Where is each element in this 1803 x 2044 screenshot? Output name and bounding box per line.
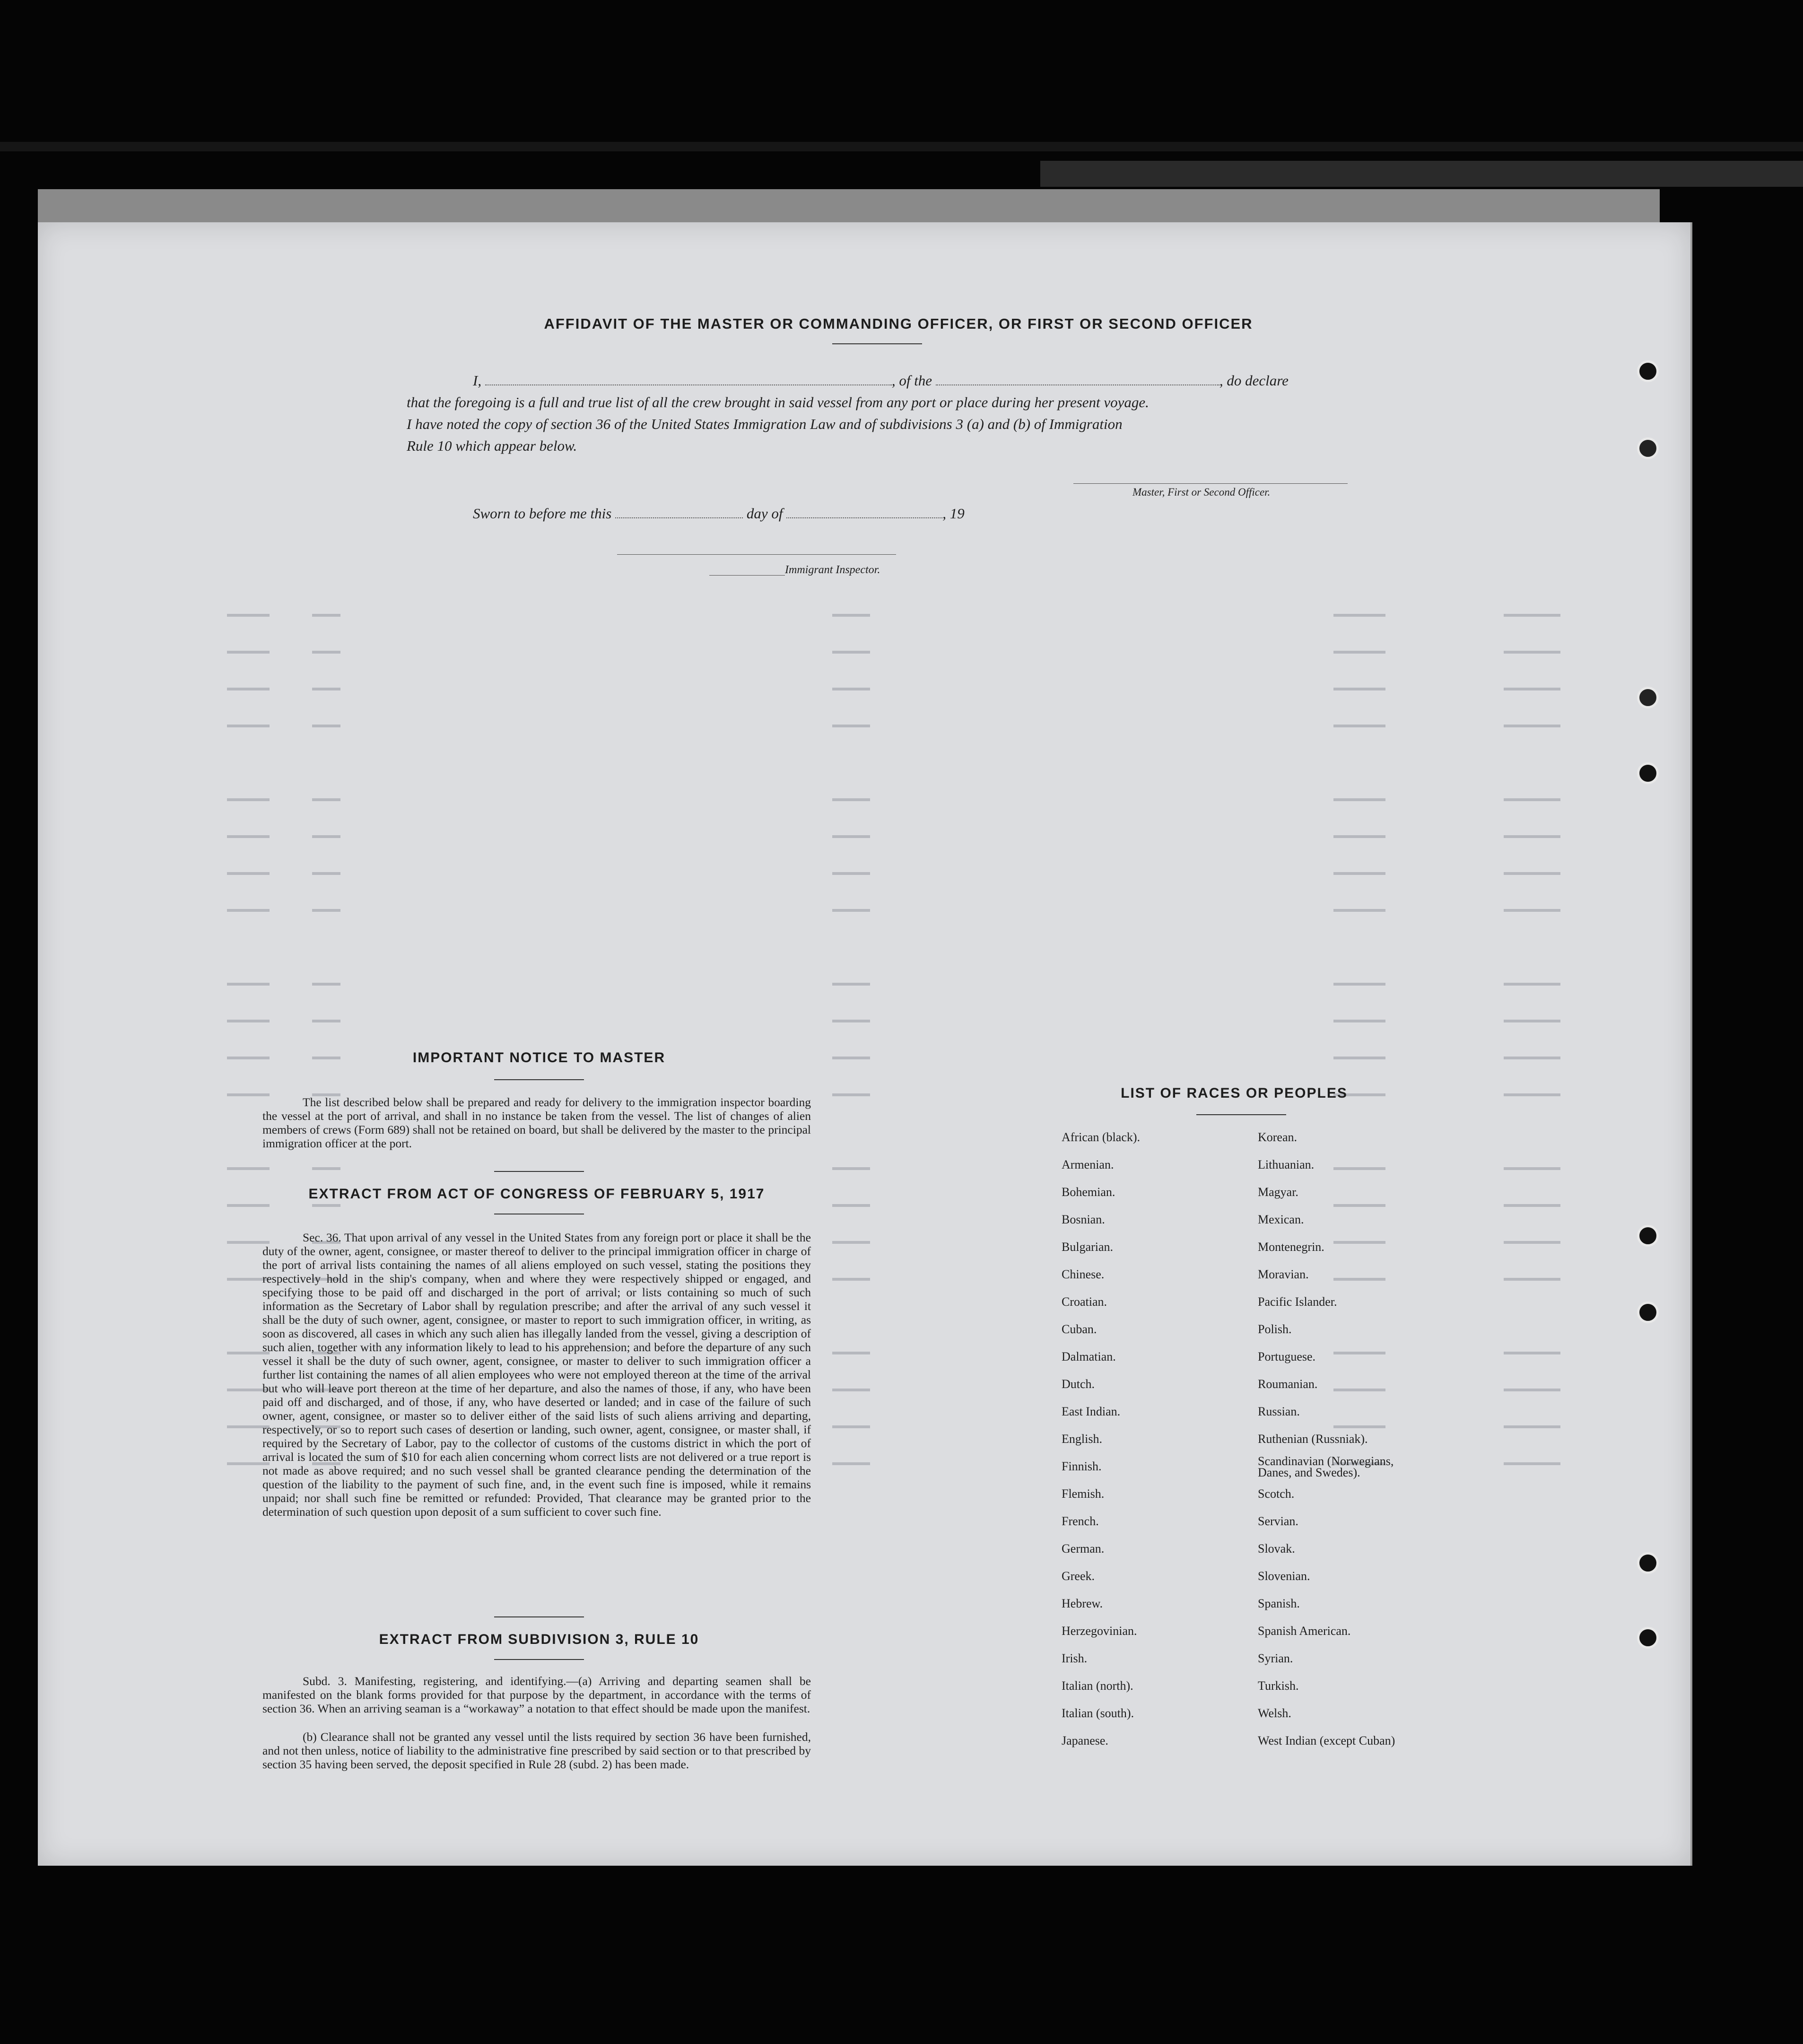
- bleed-through-mark: [312, 983, 340, 986]
- race-item: Slovak.: [1258, 1542, 1295, 1555]
- bleed-through-mark: [1333, 835, 1385, 838]
- race-item: Scotch.: [1258, 1487, 1295, 1501]
- affidavit-i-label: I,: [473, 372, 482, 389]
- race-item: Polish.: [1258, 1322, 1292, 1336]
- race-item: Dutch.: [1062, 1377, 1095, 1391]
- bleed-through-mark: [832, 1389, 870, 1391]
- affidavit-declare-label: , do declare: [1219, 372, 1289, 389]
- races-title-rule: [1196, 1114, 1286, 1115]
- top-dark-band: [0, 142, 1803, 151]
- sworn-month-field[interactable]: [786, 517, 942, 518]
- race-item: Flemish.: [1062, 1487, 1105, 1501]
- bleed-through-mark: [227, 688, 270, 690]
- act-title: EXTRACT FROM ACT OF CONGRESS OF FEBRUARY 5, 1917: [308, 1186, 765, 1202]
- bleed-through-mark: [227, 835, 270, 838]
- bleed-through-mark: [832, 1204, 870, 1207]
- affidavit-title-rule: [832, 343, 922, 344]
- race-item: Bulgarian.: [1062, 1240, 1114, 1254]
- bleed-through-mark: [1504, 798, 1560, 801]
- affidavit-line-3: I have noted the copy of section 36 of the United States Immigration Law and of subdivisions 3 (a) and (b) of Immigration: [407, 416, 1123, 432]
- bleed-through-mark: [832, 651, 870, 654]
- bleed-through-mark: [832, 1278, 870, 1281]
- races-title: LIST OF RACES OR PEOPLES: [1121, 1085, 1348, 1101]
- race-item: Irish.: [1062, 1651, 1088, 1665]
- bleed-through-mark: [1504, 1204, 1560, 1207]
- bleed-through-mark: [1333, 614, 1385, 617]
- rule-subd-a: Subd. 3. Manifesting, registering, and identifying.—(a) Arriving and departing seamen shall be manifested on the blank forms provided for that purpose by the department, in accordance with the terms of section 36. When an arriving seaman is a “workaway” a notation to that effect should be made upon the manifest.: [262, 1674, 811, 1715]
- race-item: Spanish American.: [1258, 1624, 1351, 1638]
- bleed-through-mark: [832, 1241, 870, 1244]
- bleed-through-mark: [312, 835, 340, 838]
- bleed-through-mark: [832, 983, 870, 986]
- bleed-through-mark: [832, 909, 870, 912]
- bleed-through-mark: [312, 872, 340, 875]
- bleed-through-mark: [1504, 614, 1560, 617]
- bleed-through-mark: [832, 872, 870, 875]
- bleed-through-mark: [1333, 1020, 1385, 1022]
- bleed-through-mark: [312, 651, 340, 654]
- binder-hole-4: [1637, 762, 1659, 784]
- bleed-through-mark: [1504, 1278, 1560, 1281]
- race-item: Italian (north).: [1062, 1679, 1133, 1693]
- bleed-through-mark: [312, 614, 340, 617]
- bleed-through-mark: [1333, 1425, 1385, 1428]
- bleed-through-mark: [1333, 651, 1385, 654]
- bleed-through-mark: [1333, 1352, 1385, 1354]
- race-item: Magyar.: [1258, 1185, 1298, 1199]
- bleed-through-mark: [227, 1167, 270, 1170]
- bleed-through-mark: [227, 725, 270, 727]
- race-item: Japanese.: [1062, 1734, 1108, 1747]
- notice-text: The list described below shall be prepared and ready for delivery to the immigration inspector boarding the vessel at the port of arrival, and shall in no instance be taken from the vessel. The list of changes of alien members of crews (Form 689) shall not be retained on board, but shall be delivered by the master to the principal immigration officer at the port.: [262, 1095, 811, 1150]
- bleed-through-mark: [832, 798, 870, 801]
- affidavit-of-the-label: , of the: [891, 372, 932, 389]
- bleed-through-mark: [1504, 835, 1560, 838]
- race-item: Korean.: [1258, 1130, 1298, 1144]
- bleed-through-mark: [312, 1020, 340, 1022]
- master-signature-label: Master, First or Second Officer.: [1132, 486, 1271, 498]
- bleed-through-mark: [1504, 725, 1560, 727]
- bleed-through-mark: [832, 1020, 870, 1022]
- sworn-label: Sworn to before me this: [473, 505, 612, 522]
- race-item: Bosnian.: [1062, 1213, 1105, 1226]
- act-top-rule: [494, 1171, 584, 1172]
- bleed-through-mark: [227, 1204, 270, 1207]
- bleed-through-mark: [312, 688, 340, 690]
- bleed-through-mark: [1504, 1167, 1560, 1170]
- notice-title: IMPORTANT NOTICE TO MASTER: [412, 1050, 666, 1066]
- bleed-through-mark: [1504, 872, 1560, 875]
- top-dark-band-2: [1040, 161, 1803, 187]
- bleed-through-mark: [1333, 725, 1385, 727]
- bleed-through-mark: [1504, 1352, 1560, 1354]
- race-item: Welsh.: [1258, 1706, 1291, 1720]
- vessel-name-field[interactable]: [936, 384, 1219, 385]
- race-item: German.: [1062, 1542, 1105, 1555]
- bleed-through-mark: [832, 1093, 870, 1096]
- race-item: Turkish.: [1258, 1679, 1299, 1693]
- bleed-through-mark: [832, 688, 870, 690]
- rule-subd-b: (b) Clearance shall not be granted any vessel until the lists required by section 36 have been furnished, and not then unless, notice of liability to the administrative fine prescribed by said section or to that prescribed by section 35 having been served, the deposit specified in Rule 28 (subd. 2) has been made.: [262, 1730, 811, 1771]
- rule-title-rule: [494, 1659, 584, 1660]
- bleed-through-mark: [832, 1462, 870, 1465]
- bleed-through-mark: [1333, 1278, 1385, 1281]
- race-item: Dalmatian.: [1062, 1350, 1116, 1363]
- bleed-through-mark: [227, 1020, 270, 1022]
- document-page: [38, 222, 1692, 1866]
- affidavit-declaration-line: [473, 370, 1352, 392]
- race-item: Roumanian.: [1258, 1377, 1318, 1391]
- act-text: Sec. 36. That upon arrival of any vessel in the United States from any foreign port or place it shall be the duty of the owner, agent, consignee, or master thereof to deliver to the principal immigration officer in charge of the port of arrival lists containing the names of all aliens employed on such vessel, stating the positions they respectively hold in the ship's company, when and where they were respectively shipped or engaged, and specifying those to be paid off and discharged in the port of arrival; or lists containing so much of such information as the Secretary of Labor shall by regulation prescribe; and after the arrival of any such vessel it shall be the duty of such owner, agent, consignee, or master to report to such immigration officer, in writing, as soon as discovered, all cases in which any such alien has illegally landed from the vessel, giving a description of such alien, together with any information likely to lead to his apprehension; and before the departure of any such vessel it shall be the duty of such owner, agent, consignee, or master to deliver to such immigration officer a further list containing the names of all alien employees who were not employed thereon at the time of the arrival but who will leave port thereon at the time of her departure, and also the names of those, if any, who have been paid off and discharged, and of those, if any, who have deserted or landed; and in case of the failure of such owner, agent, consignee, or master so to deliver either of the said lists of such aliens arriving and departing, respectively, or so to report such cases of desertion or landing, such owner, agent, consignee, or master shall, if required by the Secretary of Labor, pay to the collector of customs of the customs district in which the port of arrival is located the sum of $10 for each alien concerning whom correct lists are not delivered or a true report is not made as above required; and no such vessel shall be granted clearance pending the determination of the question of the liability to the payment of such fine, and, in the event such fine is imposed, while it remains unpaid; nor shall such fine be remitted or refunded: Provided, That clearance may be granted prior to the determination of such question upon deposit of a sum sufficient to cover such fine.: [262, 1231, 811, 1519]
- bleed-through-mark: [1504, 1241, 1560, 1244]
- race-item: Montenegrin.: [1258, 1240, 1324, 1254]
- bleed-through-mark: [1504, 1093, 1560, 1096]
- race-item: Portuguese.: [1258, 1350, 1316, 1363]
- bleed-through-mark: [227, 1057, 270, 1059]
- bleed-through-mark: [1504, 1389, 1560, 1391]
- notice-title-rule: [494, 1079, 584, 1080]
- binder-hole-1: [1637, 360, 1659, 382]
- race-item: Servian.: [1258, 1514, 1298, 1528]
- binder-hole-5: [1637, 1225, 1659, 1247]
- race-item: Herzegovinian.: [1062, 1624, 1137, 1638]
- race-item: Ruthenian (Russniak).: [1258, 1432, 1368, 1446]
- race-item: Armenian.: [1062, 1158, 1114, 1171]
- bleed-through-mark: [227, 614, 270, 617]
- race-item: African (black).: [1062, 1130, 1141, 1144]
- race-item: Russian.: [1258, 1405, 1300, 1418]
- sworn-day-field[interactable]: [615, 517, 743, 518]
- race-item: Hebrew.: [1062, 1597, 1103, 1610]
- bleed-through-mark: [832, 835, 870, 838]
- inspector-label-rule: [709, 575, 785, 576]
- bleed-through-mark: [832, 1057, 870, 1059]
- race-item: Scandinavian (Norwegians, Danes, and Swedes).: [1258, 1454, 1394, 1479]
- race-item: Bohemian.: [1062, 1185, 1115, 1199]
- binder-hole-7: [1637, 1552, 1659, 1574]
- binder-hole-3: [1637, 687, 1659, 708]
- bleed-through-mark: [1333, 1204, 1385, 1207]
- race-item: Greek.: [1062, 1569, 1095, 1583]
- bleed-through-mark: [227, 909, 270, 912]
- sworn-day-of-label: day of: [746, 505, 783, 522]
- bleed-through-mark: [227, 651, 270, 654]
- race-item: Syrian.: [1258, 1651, 1293, 1665]
- race-item: Finnish.: [1062, 1459, 1102, 1473]
- race-item: Lithuanian.: [1258, 1158, 1315, 1171]
- bleed-through-mark: [832, 1167, 870, 1170]
- bleed-through-mark: [1504, 1057, 1560, 1059]
- affidavit-line-4: Rule 10 which appear below.: [407, 437, 577, 454]
- affidavit-text: [407, 370, 1352, 457]
- bleed-through-mark: [312, 909, 340, 912]
- bleed-through-mark: [1504, 983, 1560, 986]
- bleed-through-mark: [1333, 1241, 1385, 1244]
- bleed-through-mark: [1333, 798, 1385, 801]
- bleed-through-mark: [312, 1204, 340, 1207]
- race-item: French.: [1062, 1514, 1099, 1528]
- affidavit-title: AFFIDAVIT OF THE MASTER OR COMMANDING OFFICER, OR FIRST OR SECOND OFFICER: [544, 315, 1253, 332]
- affidavit-line-2: that the foregoing is a full and true list of all the crew brought in said vessel from any port or place during her present voyage.: [407, 394, 1149, 411]
- race-item: Italian (south).: [1062, 1706, 1134, 1720]
- bleed-through-mark: [227, 798, 270, 801]
- bleed-through-mark: [227, 872, 270, 875]
- bleed-through-mark: [1504, 688, 1560, 690]
- sworn-year-label: , 19: [942, 505, 965, 522]
- bleed-through-mark: [1504, 1020, 1560, 1022]
- bleed-through-mark: [832, 1425, 870, 1428]
- race-item: Croatian.: [1062, 1295, 1107, 1309]
- bleed-through-mark: [312, 798, 340, 801]
- race-item: Moravian.: [1258, 1267, 1309, 1281]
- bleed-through-mark: [1504, 1462, 1560, 1465]
- race-item: Spanish.: [1258, 1597, 1300, 1610]
- bleed-through-mark: [832, 1352, 870, 1354]
- bleed-through-mark: [1333, 909, 1385, 912]
- inspector-signature-line[interactable]: [617, 554, 896, 555]
- bleed-through-mark: [1504, 651, 1560, 654]
- bleed-through-mark: [1333, 1057, 1385, 1059]
- rule-title: EXTRACT FROM SUBDIVISION 3, RULE 10: [379, 1632, 699, 1647]
- race-item: Slovenian.: [1258, 1569, 1310, 1583]
- bleed-through-mark: [227, 983, 270, 986]
- race-item: Cuban.: [1062, 1322, 1097, 1336]
- bleed-through-mark: [1333, 1389, 1385, 1391]
- inspector-label: Immigrant Inspector.: [785, 564, 880, 576]
- master-name-field[interactable]: [485, 384, 892, 385]
- rule-top-rule: [494, 1616, 584, 1617]
- bleed-through-mark: [832, 725, 870, 727]
- race-item: English.: [1062, 1432, 1102, 1446]
- bleed-through-mark: [832, 614, 870, 617]
- bleed-through-mark: [1333, 983, 1385, 986]
- race-item: West Indian (except Cuban): [1258, 1734, 1395, 1747]
- binder-hole-2: [1637, 437, 1659, 459]
- sworn-line: [473, 505, 965, 522]
- binder-hole-6: [1637, 1302, 1659, 1323]
- binder-hole-8: [1637, 1627, 1659, 1649]
- bleed-through-mark: [1504, 1425, 1560, 1428]
- master-signature-line[interactable]: [1073, 483, 1348, 484]
- race-item: Pacific Islander.: [1258, 1295, 1337, 1309]
- bleed-through-mark: [312, 725, 340, 727]
- bleed-through-mark: [1333, 1167, 1385, 1170]
- race-item: Chinese.: [1062, 1267, 1105, 1281]
- bleed-through-mark: [1333, 872, 1385, 875]
- race-item: East Indian.: [1062, 1405, 1121, 1418]
- bleed-through-mark: [1333, 688, 1385, 690]
- race-item: Mexican.: [1258, 1213, 1304, 1226]
- bleed-through-mark: [312, 1167, 340, 1170]
- bleed-through-mark: [1504, 909, 1560, 912]
